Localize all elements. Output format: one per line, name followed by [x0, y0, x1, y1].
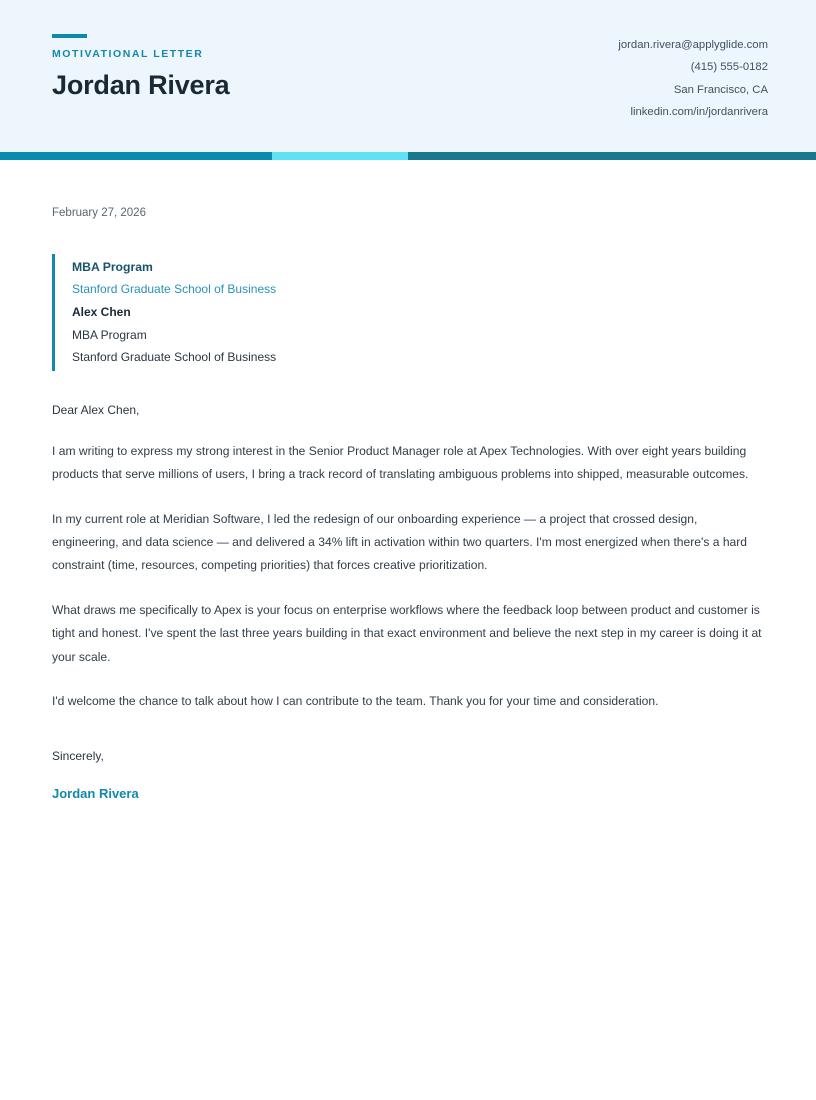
accent-stripe [0, 152, 816, 160]
recipient-block [52, 254, 764, 371]
letter-date: February 27, 2026 [52, 207, 146, 219]
header-identity [52, 28, 229, 100]
recipient-role: MBA Program [72, 259, 153, 274]
salutation: Dear Alex Chen, [52, 402, 140, 417]
contact-block [618, 28, 768, 118]
contact-phone[interactable]: (415) 555-0182 [690, 61, 768, 74]
contact-location: San Francisco, CA [673, 83, 768, 96]
body-paragraph-4: I'd welcome the chance to talk about how I can contribute to the team. Thank you for your time and consideration. [52, 694, 659, 709]
recipient-organization: Stanford Graduate School of Business [72, 350, 277, 365]
document-kicker: MOTIVATIONAL LETTER [52, 48, 204, 60]
recipient-organization-accent: Stanford Graduate School of Business [72, 282, 277, 297]
contact-linkedin[interactable]: linkedin.com/in/jordanrivera [630, 105, 768, 118]
recipient-person: Alex Chen [72, 304, 131, 319]
stripe-segment-2 [272, 152, 408, 160]
page-title: Jordan Rivera [52, 69, 230, 100]
closing-line: Sincerely, [52, 749, 104, 764]
signature-name: Jordan Rivera [52, 786, 139, 802]
body-paragraph-2: In my current role at Meridian Software, I led the redesign of our onboarding experience — a project that crossed design, engineering, and data science — and delivered a 34% lift in activation within two quarters. I'm most energized when there's a hard constraint (time, resources, competing priorities) that forces creative prioritization. [52, 511, 748, 573]
stripe-segment-3 [408, 152, 816, 160]
body-paragraph-3: What draws me specifically to Apex is your focus on enterprise workflows where the feedback loop between product and customer is tight and honest. I've spent the last three years building in that exact environment and believe the next step in my career is doing it at your scale. [52, 602, 762, 664]
recipient-program: MBA Program [72, 327, 147, 342]
stripe-segment-1 [0, 152, 272, 160]
contact-email[interactable]: jordan.rivera@applyglide.com [618, 39, 768, 51]
accent-bar [52, 34, 87, 38]
letter-header [0, 0, 816, 152]
letter-body [0, 207, 816, 803]
body-paragraph-1: I am writing to express my strong interest in the Senior Product Manager role at Apex Technologies. With over eight years building products that serve millions of users, I bring a track record of translating ambiguous problems into shipped, measurable outcomes. [52, 443, 749, 482]
